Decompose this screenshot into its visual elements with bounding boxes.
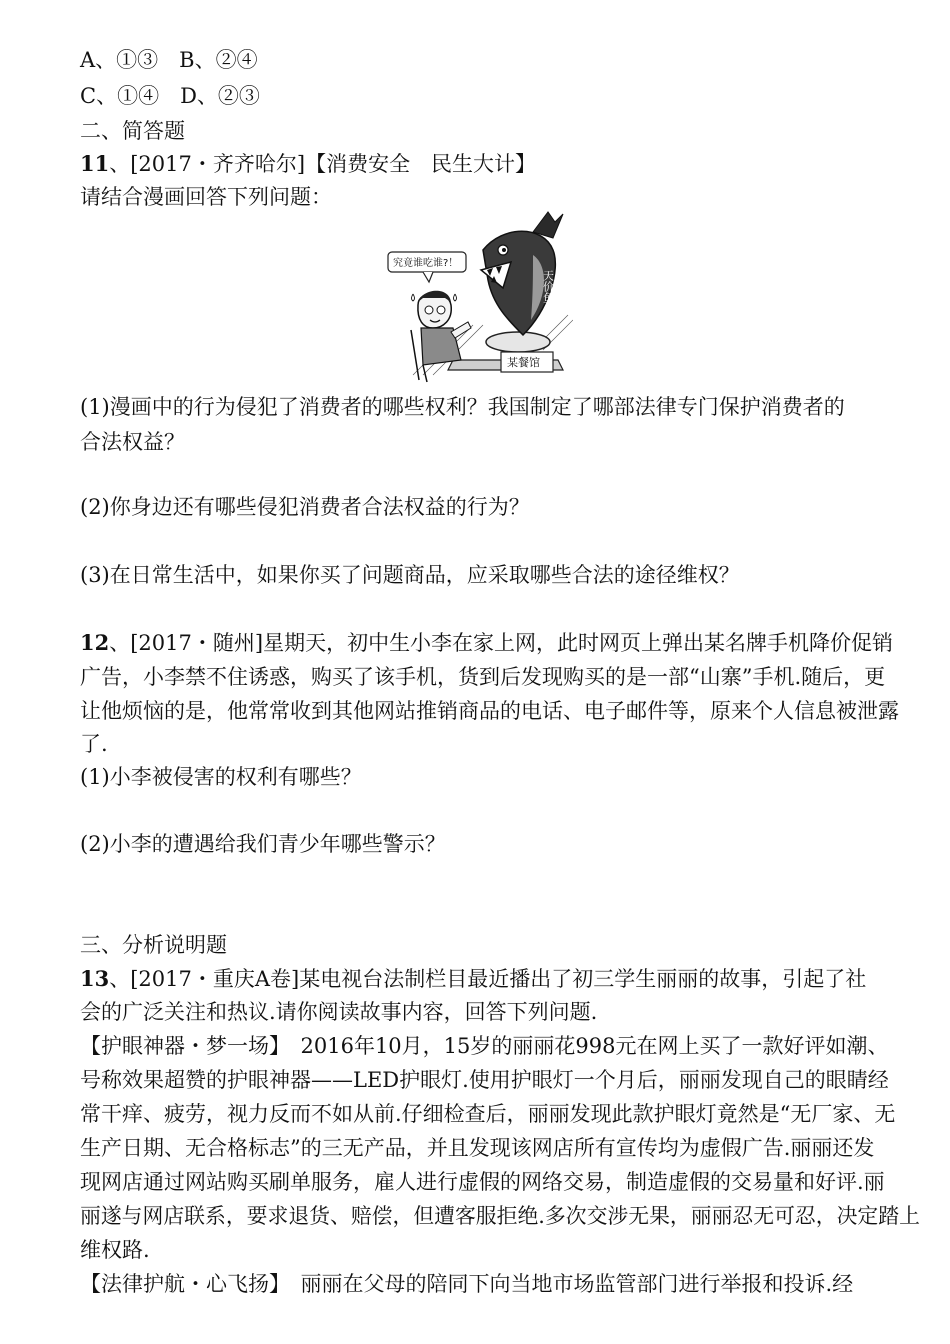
question-11-intro: 请结合漫画回答下列问题： <box>80 185 332 209</box>
question-11-header <box>80 150 536 178</box>
question-11-sub1-line2: 合法权益？ <box>80 430 185 454</box>
cartoon-speech-bubble: 究竟谁吃谁?！ <box>393 258 459 269</box>
question-13-part2-text-1: 丽丽在父母的陪同下向当地市场监管部门进行举报和投诉.经 <box>279 1272 854 1296</box>
question-12-number: 12 <box>80 630 110 655</box>
question-13-part1-line3: 常干痒、疲劳，视力反而不如从前.仔细检查后，丽丽发现此款护眼灯竟然是“无厂家、无 <box>80 1102 896 1126</box>
cartoon-restaurant-sign: 某餐馆 <box>507 356 540 369</box>
question-13-part1-line4: 生产日期、无合格标志”的三无产品，并且发现该网店所有宣传均为虚假广告.丽丽还发 <box>80 1136 875 1160</box>
option-row-ab: A、①③ B、②④ <box>80 48 258 72</box>
question-11-number: 11 <box>80 151 110 176</box>
question-13-part1-line1 <box>80 1032 888 1060</box>
question-13-line1 <box>80 965 866 993</box>
question-13-part2-line1 <box>80 1270 853 1298</box>
question-11-sub2: (2)你身边还有哪些侵犯消费者合法权益的行为？ <box>80 495 530 519</box>
question-12-line4: 了. <box>80 732 108 756</box>
question-12-line1 <box>80 629 893 657</box>
question-13-line2: 会的广泛关注和热议.请你阅读故事内容，回答下列问题. <box>80 1000 598 1024</box>
question-13-part1-text-1: 2016年10月，15岁的丽丽花998元在网上买了一款好评如潮、 <box>279 1034 889 1058</box>
question-13-part1-title: 【护眼神器・梦一场】 <box>80 1034 280 1058</box>
question-13-number: 13 <box>80 966 110 991</box>
question-12-line3: 让他烦恼的是，他常常收到其他网站推销商品的电话、电子邮件等，原来个人信息被泄露 <box>80 699 899 723</box>
cartoon-fish-label: 天价鱼 <box>541 270 555 303</box>
option-row-cd: C、①④ D、②③ <box>80 84 260 108</box>
section-heading-analysis: 三、分析说明题 <box>80 933 227 957</box>
question-13-text-1: 、[2017・重庆A卷]某电视台法制栏目最近播出了初三学生丽丽的故事，引起了社 <box>109 967 867 991</box>
question-13-part1-line6: 丽遂与网店联系，要求退货、赔偿，但遭客服拒绝.多次交涉无果，丽丽忍无可忍，决定踏上 <box>80 1204 920 1228</box>
question-12-sub1: (1)小李被侵害的权利有哪些？ <box>80 765 362 789</box>
question-13-part1-line7: 维权路. <box>80 1238 150 1262</box>
question-12-sub2: (2)小李的遭遇给我们青少年哪些警示？ <box>80 832 446 856</box>
question-11-sub3: (3)在日常生活中，如果你买了问题商品，应采取哪些合法的途径维权？ <box>80 563 740 587</box>
question-13-part1-line2: 号称效果超赞的护眼神器——LED护眼灯.使用护眼灯一个月后，丽丽发现自己的眼睛经 <box>80 1068 889 1092</box>
question-12-text-1: 、[2017・随州]星期天，初中生小李在家上网，此时网页上弹出某名牌手机降价促销 <box>109 631 894 655</box>
cartoon-illustration <box>383 210 573 385</box>
question-13-part1-line5: 现网店通过网站购买刷单服务，雇人进行虚假的网络交易，制造虚假的交易量和好评.丽 <box>80 1170 885 1194</box>
question-11-sub1-line1: (1)漫画中的行为侵犯了消费者的哪些权利？我国制定了哪部法律专门保护消费者的 <box>80 395 845 419</box>
question-12-line2: 广告，小李禁不住诱惑，购买了该手机，货到后发现购买的是一部“山寨”手机.随后，更 <box>80 665 886 689</box>
question-11-source: 、[2017・齐齐哈尔]【消费安全 民生大计】 <box>109 152 537 176</box>
question-13-part2-title: 【法律护航・心飞扬】 <box>80 1272 280 1296</box>
section-heading-short-answer: 二、简答题 <box>80 119 185 143</box>
